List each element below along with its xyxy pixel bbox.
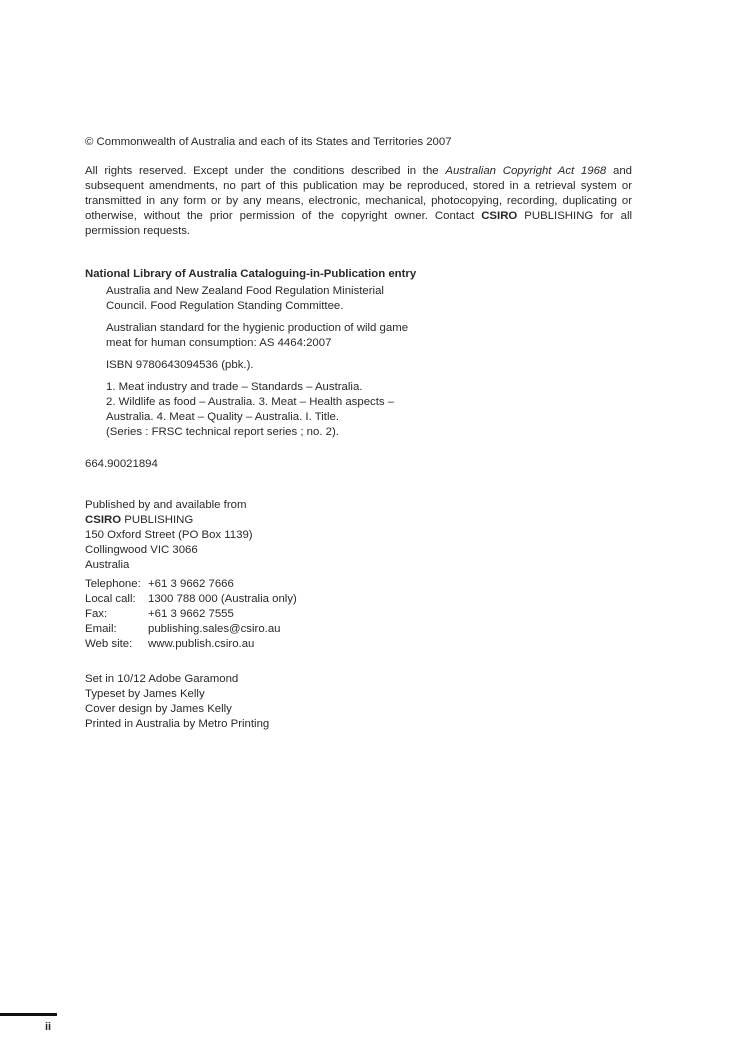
contact-value: 1300 788 000 (Australia only): [148, 593, 297, 605]
credit-line: Typeset by James Kelly: [85, 688, 205, 700]
contact-row-website: [85, 637, 297, 652]
address-line: 150 Oxford Street (PO Box 1139): [85, 529, 253, 541]
publisher-name-rest: PUBLISHING: [121, 514, 194, 526]
cip-title-line: meat for human consumption: AS 4464:2007: [106, 337, 332, 349]
cip-author-line: Australia and New Zealand Food Regulation Ministerial: [106, 285, 384, 297]
cip-isbn: [106, 358, 466, 373]
rights-text-1: All rights reserved. Except under the conditions described in the: [85, 165, 446, 177]
csiro-wordmark: CSIRO: [481, 210, 518, 222]
credit-line: Cover design by James Kelly: [85, 703, 232, 715]
cip-subject-line: (Series : FRSC technical report series ; no. 2).: [106, 426, 339, 438]
publisher-name: [85, 513, 253, 528]
contact-label: Web site:: [85, 638, 133, 650]
copyright-act-name: Australian Copyright Act 1968: [445, 165, 607, 177]
publisher-intro: Published by and available from: [85, 499, 247, 511]
contact-row-telephone: [85, 577, 297, 592]
rights-text-3: PUBLISHING for all permission requests.: [85, 210, 633, 237]
contact-list: [85, 577, 297, 652]
contact-value: +61 3 9662 7555: [148, 608, 234, 620]
cip-subject-line: 2. Wildlife as food – Australia. 3. Meat – Health aspects –: [106, 396, 395, 408]
contact-label: Email:: [85, 623, 117, 635]
cip-subject-line: 1. Meat industry and trade – Standards – Australia.: [106, 381, 363, 393]
credit-line: Printed in Australia by Metro Printing: [85, 718, 270, 730]
cip-author: [106, 284, 466, 314]
dewey-number: 664.90021894: [85, 458, 158, 470]
contact-label: Local call:: [85, 593, 136, 605]
isbn-line: ISBN 9780643094536 (pbk.).: [106, 359, 254, 371]
cip-subject-line: Australia. 4. Meat – Quality – Australia. I. Title.: [106, 411, 339, 423]
publisher-block: [85, 498, 253, 573]
csiro-wordmark: CSIRO: [85, 514, 122, 526]
rights-text-2: and subsequent amendments, no part of this publication may be reproduced, stored in a retrieval system or transmitted in any form or by any means, electronic, mechanical, photocopying, recording, duplicating or otherwise, without the prior permission of the copyright owner. Contact: [85, 165, 633, 222]
cip-heading: National Library of Australia Cataloguing-in-Publication entry: [85, 268, 417, 280]
folio-rule: [0, 1013, 57, 1016]
contact-label: Fax:: [85, 608, 108, 620]
credit-line: Set in 10/12 Adobe Garamond: [85, 673, 239, 685]
cip-entry: [106, 284, 466, 447]
address-line: Australia: [85, 559, 130, 571]
contact-value: www.publish.csiro.au: [148, 638, 255, 650]
cip-title-line: Australian standard for the hygienic production of wild game: [106, 322, 409, 334]
cip-title: [106, 321, 466, 351]
address-line: Collingwood VIC 3066: [85, 544, 198, 556]
contact-row-fax: [85, 607, 297, 622]
contact-row-local-call: [85, 592, 297, 607]
contact-value: +61 3 9662 7666: [148, 578, 234, 590]
page-number: ii: [45, 1021, 52, 1033]
cip-author-line: Council. Food Regulation Standing Committee.: [106, 300, 344, 312]
contact-value: publishing.sales@csiro.au: [148, 623, 281, 635]
contact-row-email: [85, 622, 297, 637]
production-credits: [85, 672, 269, 732]
rights-notice: [85, 164, 632, 239]
contact-label: Telephone:: [85, 578, 141, 590]
copyright-line: © Commonwealth of Australia and each of its States and Territories 2007: [85, 136, 452, 148]
cip-subjects: [106, 380, 466, 440]
